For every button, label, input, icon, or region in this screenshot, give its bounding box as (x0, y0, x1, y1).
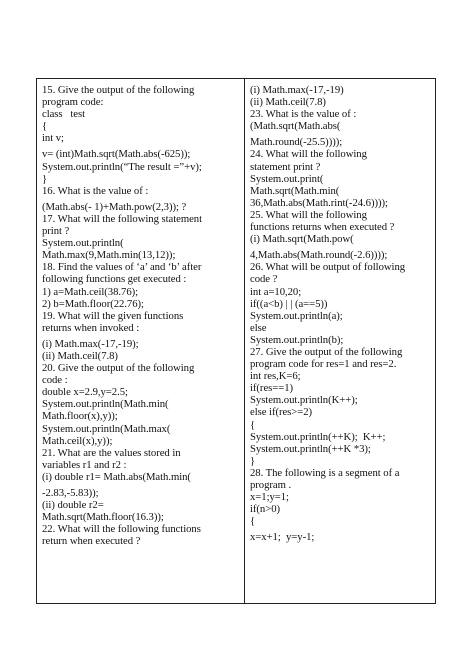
text-line: if((a<b) | | (a==5)) (250, 297, 328, 310)
text-line: System.out.println(K++); (250, 394, 358, 407)
text-line: System.out.println(++K); K++; (250, 430, 386, 443)
text-line: Math.round(-25.5)))); (250, 136, 343, 149)
text-line: (Math.sqrt(Math.abs( (250, 120, 341, 133)
text-line: return when executed ? (42, 535, 141, 548)
text-line: int v; (42, 132, 64, 145)
question-table (36, 78, 436, 604)
text-line: variables r1 and r2 : (42, 458, 127, 471)
text-line: (ii) Math.ceil(7.8) (42, 349, 118, 362)
right-column (250, 84, 434, 543)
text-line: System.out.print( (250, 172, 324, 185)
text-line: 22. What will the following functions (42, 523, 201, 536)
text-line: Math.floor(x),y)); (42, 410, 118, 423)
text-line: System.out.println(Math.min( (42, 398, 169, 411)
text-line: System.out.println( (42, 237, 124, 250)
text-line: else (250, 321, 267, 334)
text-line: 21. What are the values stored in (42, 446, 181, 459)
text-line: (i) Math.max(-17,-19) (250, 84, 344, 96)
text-line: { (250, 418, 256, 431)
text-line: int res,K=6; (250, 370, 301, 383)
text-line: v= (int)Math.sqrt(Math.abs(-625)); (42, 148, 191, 161)
text-line: 16. What is the value of : (42, 184, 149, 197)
text-line: if(res==1) (250, 382, 294, 395)
text-line: int a=10,20; (250, 285, 302, 298)
text-line: 23. What is the value of : (250, 108, 357, 121)
text-line: (i) double r1= Math.abs(Math.min( (42, 470, 191, 483)
left-column (42, 84, 242, 547)
text-line: program code: (42, 96, 104, 109)
text-line: Math.sqrt(Math.min( (250, 184, 340, 197)
text-line: print ? (42, 225, 70, 238)
text-line: { (42, 120, 48, 133)
text-line: 4,Math.abs(Math.round(-2.6)))); (250, 249, 388, 262)
text-line: returns when invoked : (42, 321, 140, 334)
text-line: class test (42, 108, 86, 121)
text-line: (ii) double r2= (42, 499, 104, 512)
text-line: System.out.println(a); (250, 309, 343, 322)
text-line: program code for res=1 and res=2. (250, 358, 397, 371)
text-line: 36,Math.abs(Math.rint(-24.6)))); (250, 196, 388, 209)
text-line: code ? (250, 273, 278, 286)
text-line: -2.83,-5.83)); (42, 487, 99, 499)
text-line: functions returns when executed ? (250, 221, 395, 234)
text-line: (Math.abs(- 1)+Math.pow(2,3)); ? (42, 200, 187, 213)
text-line: 25. What will the following (250, 208, 367, 221)
text-line: 24. What will the following (250, 148, 367, 161)
text-line: program . (250, 479, 292, 491)
text-line: { (250, 515, 256, 528)
text-line: if(n>0) (250, 503, 281, 516)
text-line: 19. What will the given functions (42, 309, 184, 322)
text-line: else if(res>=2) (250, 406, 313, 419)
text-line: 26. What will be output of following (250, 261, 406, 274)
text-line: x=x+1; y=y-1; (250, 531, 315, 544)
text-line: 15. Give the output of the following (42, 84, 195, 96)
text-line: System.out.println(“The result =”+v); (42, 160, 202, 173)
text-line: x=1;y=1; (250, 491, 289, 504)
text-line: System.out.println(++K *3); (250, 442, 371, 455)
text-line: code : (42, 374, 68, 387)
text-line: 27. Give the output of the following (250, 345, 403, 358)
text-line: 20. Give the output of the following (42, 362, 195, 375)
text-line: (i) Math.sqrt(Math.pow( (250, 233, 354, 246)
text-line: 1) a=Math.ceil(38.76); (42, 285, 139, 298)
text-line: following functions get executed : (42, 273, 187, 286)
text-line: } (42, 172, 48, 185)
text-line: statement print ? (250, 160, 321, 173)
text-line: Math.sqrt(Math.floor(16.3)); (42, 511, 164, 524)
text-line: 28. The following is a segment of a (250, 466, 400, 479)
text-line: System.out.println(Math.max( (42, 422, 171, 435)
text-line: 17. What will the following statement (42, 212, 203, 225)
text-line: 18. Find the values of ‘a’ and ‘b’ after (42, 261, 202, 274)
text-line: Math.ceil(x),y)); (42, 434, 113, 447)
text-line: (i) Math.max(-17,-19); (42, 337, 139, 350)
text-line: System.out.println(b); (250, 333, 344, 346)
text-line: Math.max(9,Math.min(13,12)); (42, 249, 176, 262)
text-line: } (250, 454, 256, 467)
column-divider (244, 79, 245, 603)
text-line: (ii) Math.ceil(7.8) (250, 96, 326, 109)
text-line: double x=2.9,y=2.5; (42, 386, 128, 399)
text-line: 2) b=Math.floor(22.76); (42, 297, 144, 310)
